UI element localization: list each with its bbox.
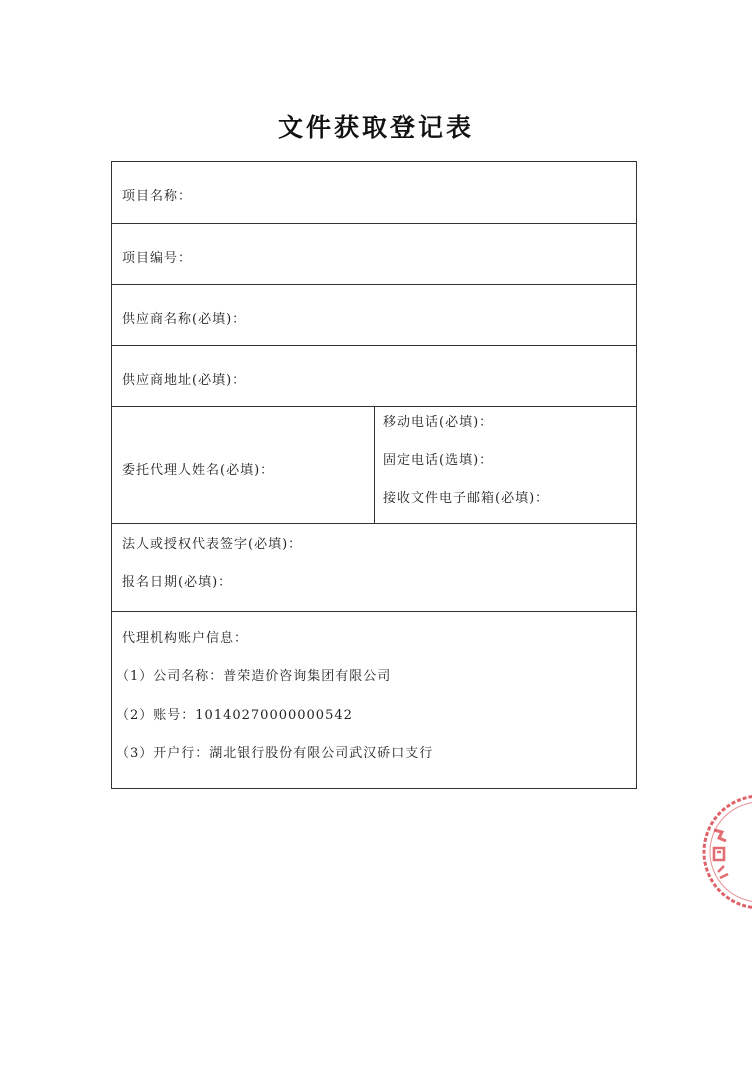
account-info-row [112,611,636,788]
project-name-label: 项目名称： [122,189,193,204]
seal-glyph-2 [714,848,724,860]
agent-name-label: 委托代理人姓名(必填)： [122,463,275,478]
project-number-label: 项目编号： [122,251,193,266]
registration-form-table [111,161,637,789]
column-divider [374,407,375,523]
account-company: （1）公司名称：普荣造价咨询集团有限公司 [116,669,392,684]
legal-signature-label: 法人或授权代表签字(必填)： [122,537,303,552]
supplier-name-label: 供应商名称(必填)： [122,312,247,327]
project-name-row [112,162,636,223]
seal-glyph-3 [718,866,728,878]
agent-contact-row [112,406,636,523]
account-info-heading: 代理机构账户信息： [122,631,249,646]
seal-ring [704,796,752,908]
project-number-row [112,223,636,284]
email-label: 接收文件电子邮箱(必填)： [383,491,550,506]
landline-label: 固定电话(选填)： [383,453,494,468]
signature-row [112,523,636,611]
account-bank: （3）开户行：湖北银行股份有限公司武汉硚口支行 [116,746,434,761]
registration-date-label: 报名日期(必填)： [122,575,233,590]
supplier-address-label: 供应商地址(必填)： [122,373,247,388]
supplier-name-row [112,284,636,345]
mobile-label: 移动电话(必填)： [383,415,494,430]
account-number: （2）账号：10140270000000542 [116,708,353,723]
red-seal-stamp [700,790,752,920]
supplier-address-row [112,345,636,406]
page-title: 文件获取登记表 [277,113,474,142]
seal-glyph-1 [714,830,726,841]
